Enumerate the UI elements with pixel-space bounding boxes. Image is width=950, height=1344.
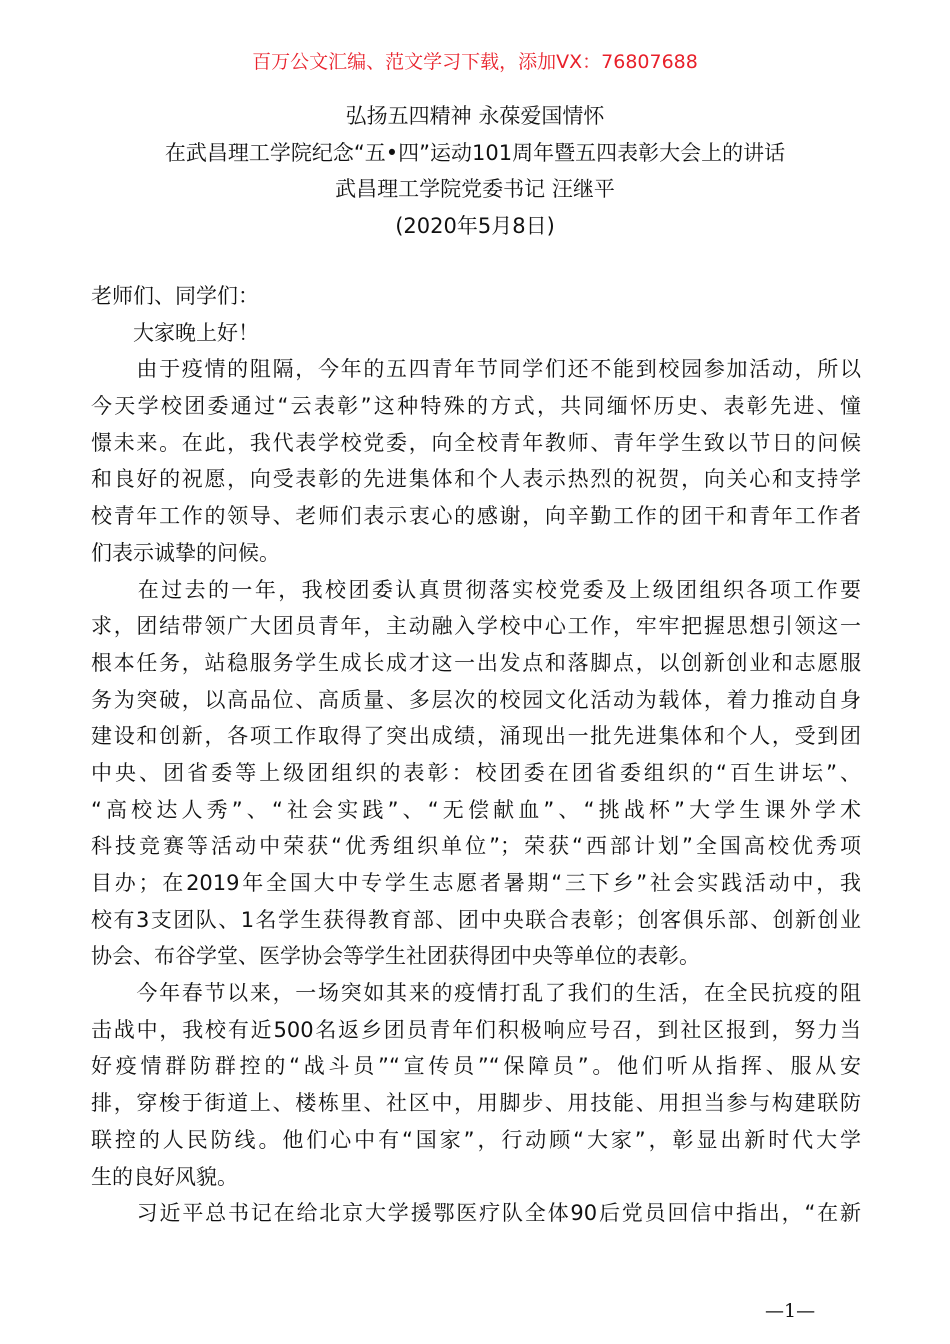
text-line: 今天学校团委通过“云表彰”这种特殊的方式，共同缅怀历史、表彰先进、憧	[91, 394, 861, 419]
text-line: 在过去的一年，我校团委认真贯彻落实校党委及上级团组织各项工作要	[91, 577, 861, 602]
subtitle: 在武昌理工学院纪念“五•四”运动101周年暨五四表彰大会上的讲话	[164, 140, 786, 165]
document-titles	[0, 98, 950, 244]
text-line: 好疫情群防群控的“战斗员”“宣传员”“保障员”。他们听从指挥、服从安	[91, 1054, 861, 1079]
text-line: 大家晚上好！	[91, 320, 259, 345]
text-line: 击战中，我校有近500名返乡团员青年们积极响应号召，到社区报到，努力当	[91, 1017, 861, 1042]
text-line: 中央、团省委等上级团组织的表彰：校团委在团省委组织的“百生讲坛”、	[91, 760, 861, 785]
text-line: 求，团结带领广大团员青年，主动融入学校中心工作，牢牢把握思想引领这一	[91, 614, 861, 639]
text-line: 憬未来。在此，我代表学校党委，向全校青年教师、青年学生致以节日的问候	[91, 430, 861, 455]
date-line: (2020年5月8日)	[395, 213, 555, 238]
text-line: 习近平总书记在给北京大学援鄂医疗队全体90后党员回信中指出，“在新	[91, 1201, 861, 1226]
text-line: 校有3支团队、1名学生获得教育部、团中央联合表彰；创客俱乐部、创新创业	[91, 907, 861, 932]
text-line: 科技竞赛等活动中荣获“优秀组织单位”；荣获“西部计划”全国高校优秀项	[91, 834, 861, 859]
main-title: 弘扬五四精神 永葆爱国情怀	[345, 104, 605, 128]
text-line: 生的良好风貌。	[91, 1164, 238, 1189]
text-line: 和良好的祝愿，向受表彰的先进集体和个人表示热烈的祝贺，向关心和支持学	[91, 467, 861, 492]
text-line: 们表示诚挚的问候。	[91, 540, 280, 565]
text-line: 校青年工作的领导、老师们表示衷心的感谢，向辛勤工作的团干和青年工作者	[91, 504, 861, 529]
text-line: 目办；在2019年全国大中专学生志愿者暑期“三下乡”社会实践活动中，我	[91, 871, 861, 895]
watermark-banner: 百万公文汇编、范文学习下载，添加VX：76807688	[252, 51, 698, 73]
text-line: “高校达人秀”、“社会实践”、“无偿献血”、“挑战杯”大学生课外学术	[91, 797, 861, 822]
text-line: 老师们、同学们：	[91, 284, 259, 308]
text-line: 建设和创新，各项工作取得了突出成绩，涌现出一批先进集体和个人，受到团	[91, 724, 861, 749]
page-number: —1—	[765, 1300, 816, 1322]
text-line: 排，穿梭于街道上、楼栋里、社区中，用脚步、用技能、用担当参与构建联防	[91, 1091, 861, 1116]
author-line: 武昌理工学院党委书记 汪继平	[335, 177, 615, 202]
text-line: 协会、布谷学堂、医学协会等学生社团获得团中央等单位的表彰。	[91, 944, 700, 969]
text-line: 联控的人民防线。他们心中有“国家”，行动顾“大家”，彰显出新时代大学	[91, 1127, 861, 1152]
text-line: 今年春节以来，一场突如其来的疫情打乱了我们的生活，在全民抗疫的阻	[91, 981, 861, 1006]
text-line: 由于疫情的阻隔，今年的五四青年节同学们还不能到校园参加活动，所以	[91, 357, 861, 382]
text-line: 根本任务，站稳服务学生成长成才这一出发点和落脚点，以创新创业和志愿服	[91, 650, 861, 675]
document-body	[91, 278, 861, 1232]
text-line: 务为突破，以高品位、高质量、多层次的校园文化活动为载体，着力推动自身	[91, 687, 861, 712]
